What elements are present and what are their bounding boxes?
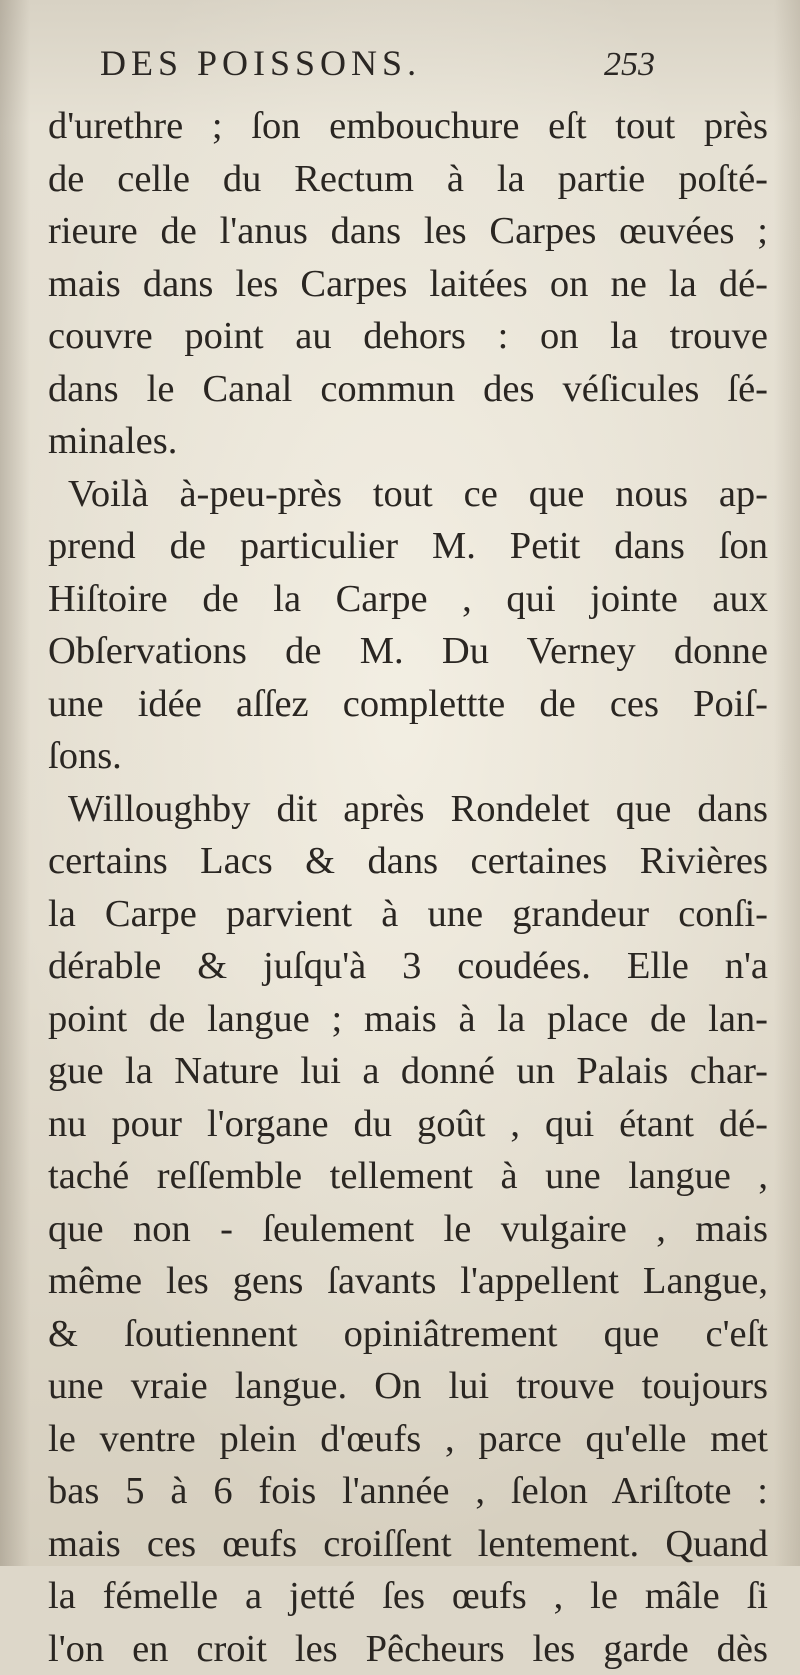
text-line: Obſervations de M. Du Verney donne (48, 625, 768, 678)
text-line: couvre point au dehors : on la trouve (48, 310, 768, 363)
text-line: rieure de l'anus dans les Carpes œuvées ; (48, 205, 768, 258)
text-line: certains Lacs & dans certaines Rivières (48, 835, 768, 888)
text-line: mais dans les Carpes laitées on ne la dé- (48, 258, 768, 311)
paragraph-start-line: Voilà à-peu-près tout ce que nous ap- (48, 468, 768, 521)
text-line: Hiſtoire de la Carpe , qui jointe aux (48, 573, 768, 626)
text-line: dans le Canal commun des véſicules ſé- (48, 363, 768, 416)
running-head: DES POISSONS. (100, 42, 421, 84)
text-line: la fémelle a jetté ſes œufs , le mâle ſi (48, 1570, 768, 1623)
text-line: nu pour l'organe du goût , qui étant dé- (48, 1098, 768, 1151)
text-line: une idée aſſez complettte de ces Poiſ- (48, 678, 768, 731)
text-line: une vraie langue. On lui trouve toujours (48, 1360, 768, 1413)
page-header (70, 42, 660, 90)
text-line: dérable & juſqu'à 3 coudées. Elle n'a (48, 940, 768, 993)
text-line: le ventre plein d'œufs , parce qu'elle met (48, 1413, 768, 1466)
text-line: minales. (48, 415, 768, 468)
paragraph-start-line: Willoughby dit après Rondelet que dans (48, 783, 768, 836)
body-text (48, 100, 768, 1675)
text-line: & ſoutiennent opiniâtrement que c'eſt (48, 1308, 768, 1361)
text-line: la Carpe parvient à une grandeur conſi- (48, 888, 768, 941)
text-line: même les gens ſavants l'appellent Langue, (48, 1255, 768, 1308)
text-line: d'urethre ; ſon embouchure eſt tout près (48, 100, 768, 153)
text-line: bas 5 à 6 fois l'année , ſelon Ariſtote : (48, 1465, 768, 1518)
text-line: que non - ſeulement le vulgaire , mais (48, 1203, 768, 1256)
text-line: mais ces œufs croiſſent lentement. Quand (48, 1518, 768, 1571)
text-line: point de langue ; mais à la place de lan- (48, 993, 768, 1046)
text-line: l'on en croit les Pêcheurs les garde dès (48, 1623, 768, 1675)
text-line: ſons. (48, 730, 768, 783)
page-number: 253 (604, 46, 655, 84)
text-line: gue la Nature lui a donné un Palais char- (48, 1045, 768, 1098)
text-line: de celle du Rectum à la partie poſté- (48, 153, 768, 206)
text-line: taché reſſemble tellement à une langue , (48, 1150, 768, 1203)
text-line: prend de particulier M. Petit dans ſon (48, 520, 768, 573)
